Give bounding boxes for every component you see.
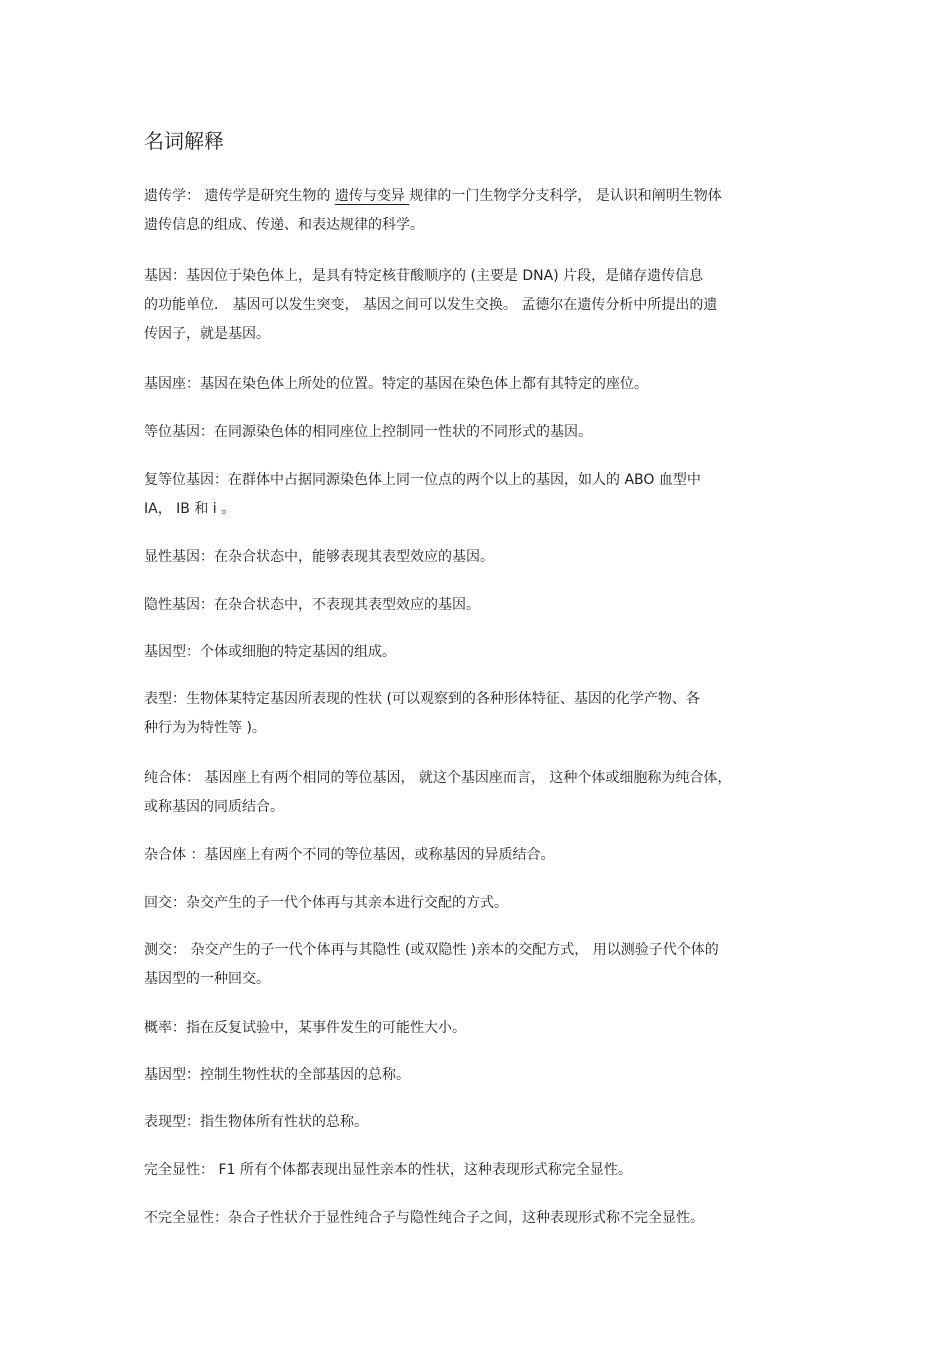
entry-line: 概率：指在反复试验中，某事件发生的可能性大小。 [144, 1020, 466, 1036]
entry-locus [144, 370, 809, 399]
entry-line: 种行为为特性等 )。 [144, 720, 266, 736]
entry-line: 基因型的一种回交。 [144, 971, 270, 987]
entry-recessive-gene [144, 591, 809, 620]
entry-genetics [144, 182, 809, 240]
entry-dominant-gene [144, 543, 809, 572]
entry-line: 表型：生物体某特定基因所表现的性状 (可以观察到的各种形体特征、基因的化学产物、各 [144, 691, 700, 707]
entry-line: 或称基因的同质结合。 [144, 799, 284, 815]
entry-line: 基因：基因位于染色体上，是具有特定核苷酸顺序的 (主要是 DNA) 片段，是储存遗传信息 [144, 268, 704, 284]
entry-line: 遗传信息的组成、传递、和表达规律的科学。 [144, 217, 424, 233]
entry-line: 纯合体： 基因座上有两个相同的等位基因， 就这个基因座而言， 这种个体或细胞称为纯合体， [144, 770, 732, 786]
entry-probability [144, 1014, 809, 1043]
entry-line: 显性基因：在杂合状态中，能够表现其表型效应的基因。 [144, 549, 494, 565]
entry-line: 基因型：控制生物性状的全部基因的总称。 [144, 1067, 410, 1083]
entry-phenotype-2 [144, 1108, 809, 1137]
underlined-term: 遗传与变异 [334, 188, 410, 204]
entry-line: 基因座：基因在染色体上所处的位置。特定的基因在染色体上都有其特定的座位。 [144, 376, 648, 392]
entry-line: 测交： 杂交产生的子一代个体再与其隐性 (或双隐性 )亲本的交配方式， 用以测验子代个体的 [144, 942, 719, 958]
entry-gene [144, 262, 809, 349]
entry-backcross [144, 889, 809, 918]
entry-line: 遗传学： 遗传学是研究生物的 遗传与变异 规律的一门生物学分支科学， 是认识和阐明生物体 [144, 188, 722, 204]
entry-complete-dominance [144, 1156, 809, 1185]
page-title: 名词解释 [144, 129, 224, 153]
entry-multiple-allele [144, 466, 809, 524]
entry-genotype-1 [144, 638, 809, 667]
entry-line: 表现型：指生物体所有性状的总称。 [144, 1114, 368, 1130]
entry-line: 基因型：个体或细胞的特定基因的组成。 [144, 644, 396, 660]
entry-line: 复等位基因：在群体中占据同源染色体上同一位点的两个以上的基因，如人的 ABO 血型中 [144, 472, 701, 488]
entry-homozygote [144, 764, 809, 822]
entry-testcross [144, 936, 809, 994]
entry-line: 回交：杂交产生的子一代个体再与其亲本进行交配的方式。 [144, 895, 508, 911]
entry-line: 不完全显性：杂合子性状介于显性纯合子与隐性纯合子之间，这种表现形式称不完全显性。 [144, 1210, 704, 1226]
entry-line: 完全显性： F1 所有个体都表现出显性亲本的性状，这种表现形式称完全显性。 [144, 1162, 632, 1178]
entry-phenotype-1 [144, 685, 809, 743]
entry-line: 传因子，就是基因。 [144, 326, 270, 342]
entry-genotype-2 [144, 1061, 809, 1090]
entry-line: 等位基因：在同源染色体的相同座位上控制同一性状的不同形式的基因。 [144, 424, 592, 440]
entry-line: 杂合体 ：基因座上有两个不同的等位基因，或称基因的异质结合。 [144, 847, 555, 863]
entry-allele [144, 418, 809, 447]
entry-line: 隐性基因：在杂合状态中，不表现其表型效应的基因。 [144, 597, 480, 613]
entry-incomplete-dominance [144, 1204, 809, 1233]
entry-heterozygote [144, 841, 809, 870]
entry-line: 的功能单位． 基因可以发生突变， 基因之间可以发生交换。 孟德尔在遗传分析中所提出的遗 [144, 297, 718, 313]
entry-line: IA， IB 和 i 。 [144, 501, 236, 517]
